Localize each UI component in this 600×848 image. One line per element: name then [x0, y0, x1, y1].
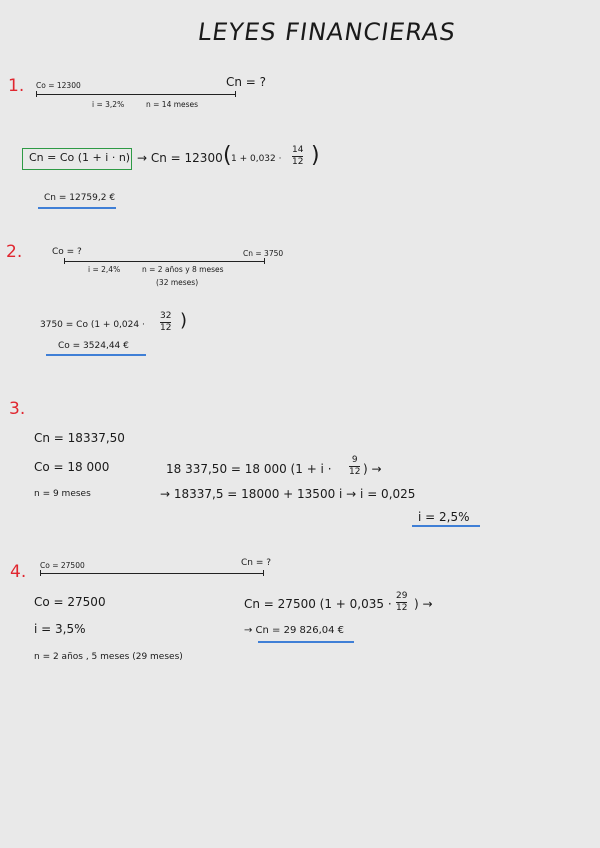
p1-timeline [36, 94, 236, 95]
p1-timeline-start-tick [36, 91, 37, 97]
p1-inner-expression: 1 + 0,032 · [231, 154, 282, 164]
p4-i: i = 3,5% [34, 622, 86, 636]
page-title: LEYES FINANCIERAS [196, 18, 458, 46]
p1-formula: Cn = Co (1 + i · n) [29, 151, 131, 164]
p4-timeline-start-tick [40, 570, 41, 576]
p3-result-underline [412, 525, 480, 527]
p1-open-paren: ( [223, 143, 232, 168]
p3-equation-2: → 18337,5 = 18000 + 13500 i → i = 0,025 [160, 487, 416, 501]
problem-2-number: 2. [6, 242, 23, 262]
p4-n: n = 2 años , 5 meses (29 meses) [34, 652, 183, 662]
p2-period-months: (32 meses) [156, 278, 199, 287]
problem-3-number: 3. [9, 399, 26, 419]
p2-timeline-end-tick [264, 258, 265, 264]
p2-fraction [160, 312, 171, 333]
p4-result-underline [258, 641, 354, 643]
p3-equation-1: 18 337,50 = 18 000 (1 + i · [166, 462, 332, 476]
problem-4-number: 4. [10, 562, 27, 582]
p1-result-underline [38, 207, 116, 209]
p1-period: n = 14 meses [146, 100, 199, 109]
p4-frac-num: 29 [396, 591, 408, 601]
p3-n: n = 9 meses [34, 489, 91, 499]
p2-frac-num: 32 [160, 311, 172, 321]
p3-result: i = 2,5% [418, 510, 470, 524]
p1-arrow-expression: → Cn = 12300 [137, 151, 223, 165]
p4-result: → Cn = 29 826,04 € [244, 625, 345, 636]
p4-equation-1: Cn = 27500 (1 + 0,035 · [244, 597, 392, 611]
p1-frac-num: 14 [292, 145, 304, 155]
p1-rate: i = 3,2% [92, 100, 125, 109]
p2-result: Co = 3524,44 € [58, 341, 129, 351]
p4-frac-den: 12 [396, 603, 408, 613]
p3-equation-1-end: ) → [363, 462, 382, 476]
p4-timeline-right-label: Cn = ? [241, 558, 272, 568]
p2-rate: i = 2,4% [88, 265, 121, 274]
p1-frac-den: 12 [292, 157, 304, 167]
p2-frac-den: 12 [160, 323, 172, 333]
p2-close-paren: ) [180, 310, 188, 331]
p1-timeline-left-label: Co = 12300 [36, 81, 81, 90]
p4-co: Co = 27500 [34, 595, 106, 609]
p3-co: Co = 18 000 [34, 460, 110, 474]
problem-1-number: 1. [8, 76, 25, 96]
p3-frac-num: 9 [351, 455, 358, 465]
p2-timeline-left-label: Co = ? [52, 247, 82, 257]
p4-timeline-end-tick [263, 570, 264, 576]
p1-close-paren: ) [311, 143, 320, 168]
p2-timeline-start-tick [64, 258, 65, 264]
p1-timeline-end-tick [235, 91, 236, 97]
p2-timeline-right-label: Cn = 3750 [243, 249, 284, 258]
p3-cn: Cn = 18337,50 [34, 431, 125, 445]
p2-period: n = 2 años y 8 meses [142, 265, 224, 274]
p3-fraction [349, 456, 360, 477]
p1-result: Cn = 12759,2 € [44, 193, 116, 203]
p4-fraction [396, 592, 407, 613]
p4-timeline-left-label: Co = 27500 [40, 561, 85, 570]
p1-timeline-right-label: Cn = ? [226, 75, 267, 89]
p2-timeline [64, 261, 265, 262]
p4-timeline [40, 573, 264, 574]
p3-frac-den: 12 [349, 467, 361, 477]
p1-fraction [292, 146, 303, 167]
p2-result-underline [46, 354, 146, 356]
p2-equation: 3750 = Co (1 + 0,024 · [40, 320, 145, 330]
p4-equation-1-end: ) → [414, 597, 433, 611]
